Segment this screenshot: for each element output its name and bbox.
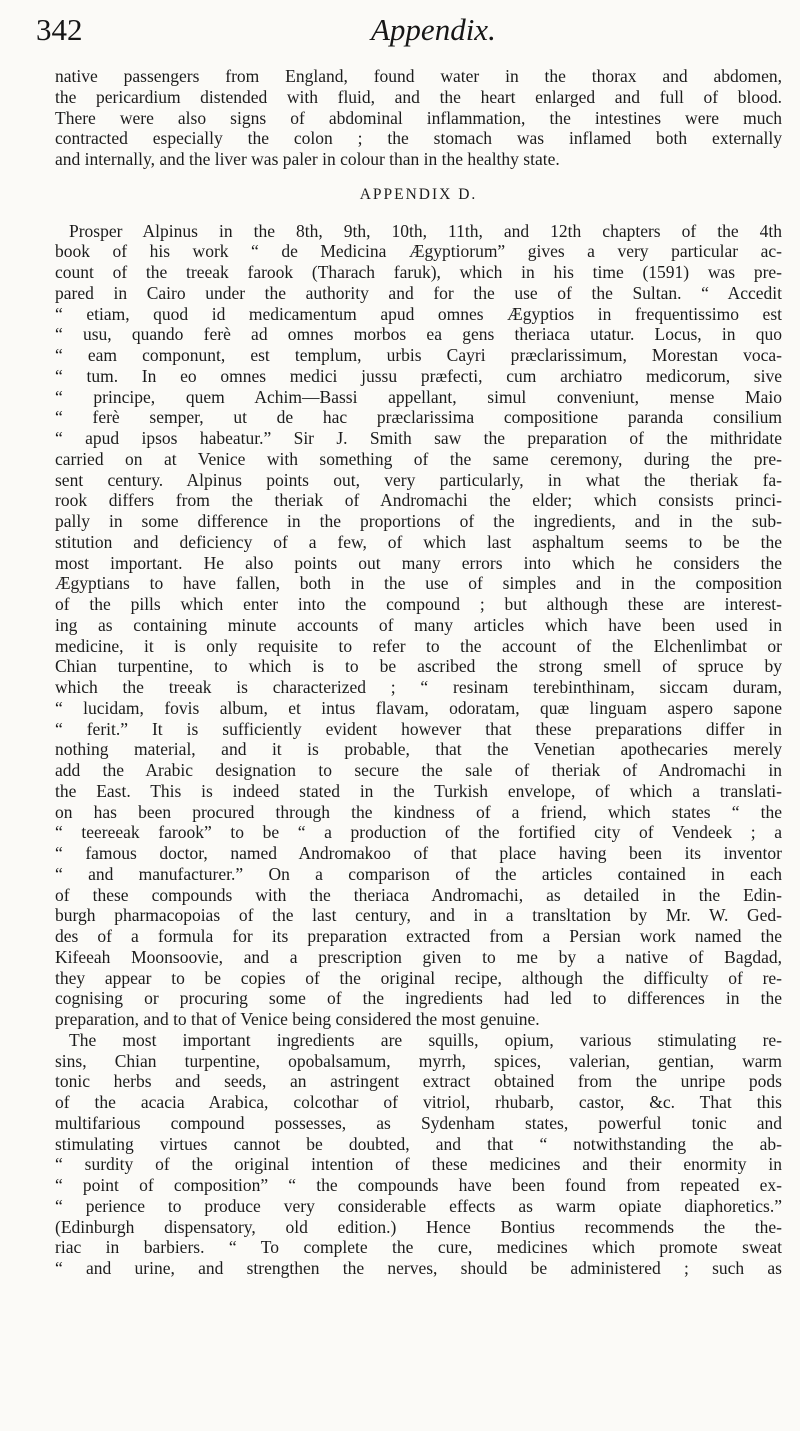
text-line: pared in Cairo under the authority and for the use of the Sultan. “ Accedit [55,282,782,303]
text-line: of these compounds with the theriaca Andromachi, as detailed in the Edin- [55,884,782,905]
text-line: ing as containing minute accounts of many articles which have been used in [55,614,782,635]
text-line: “ principe, quem Achim—Bassi appellant, simul conveniunt, mense Maio [55,386,782,407]
text-line: carried on at Venice with something of the same ceremony, during the pre- [55,448,782,469]
text-line: and internally, and the liver was paler in colour than in the healthy state. [55,149,560,169]
paragraph-ingredients [55,1030,782,1279]
text-line: burgh pharmacopoias of the last century, and in a transltation by Mr. W. Ged- [55,905,782,926]
text-line: “ and urine, and strengthen the nerves, should be administered ; such as [55,1258,782,1278]
text-line: des of a formula for its preparation extracted from a Persian work named the [55,926,782,946]
text-line: (Edinburgh dispensatory, old edition.) Hence Bontius recommends the the- [55,1216,782,1237]
running-title: Appendix. [371,12,496,47]
text-line: nothing material, and it is probable, that the Venetian apothecaries merely [55,739,782,760]
text-line: native passengers from England, found water in the thorax and abdomen, [55,66,782,86]
text-line: count of the treeak farook (Tharach faruk), which in his time (1591) was pre- [55,262,782,282]
text-line: they appear to be copies of the original recipe, although the difficulty of re- [55,967,782,988]
paragraph-intro [55,66,782,170]
text-line: “ teereeak farook” to be “ a production of the fortified city of Vendeek ; a [55,822,782,843]
text-line: cognising or procuring some of the ingredients had led to differences in the [55,988,782,1009]
text-line: pally in some difference in the proportions of the ingredients, and in the sub- [55,511,782,531]
text-line: sins, Chian turpentine, opobalsamum, myrrh, spices, valerian, gentian, warm [55,1050,782,1071]
text-line: The most important ingredients are squills, opium, various stimulating re- [69,1029,782,1050]
text-line: multifarious compound possesses, as Sydenham states, powerful tonic and [55,1112,782,1133]
text-line: of the acacia Arabica, colcothar of vitriol, rhubarb, castor, &c. That this [55,1092,782,1112]
text-line: contracted especially the colon ; the stomach was inflamed both externally [55,128,782,149]
text-line: Ægyptians to have fallen, both in the use of simples and in the composition [55,573,782,594]
text-line: of the pills which enter into the compound ; but although these are interest- [55,594,782,614]
appendix-heading: APPENDIX D. [359,185,478,203]
body-text [55,66,782,1279]
text-line: “ tum. In eo omnes medici jussu præfecti, cum archiatro medicorum, sive [55,365,782,386]
text-line: medicine, it is only requisite to refer to the account of the Elchenlimbat or [55,635,782,656]
text-line: book of his work “ de Medicina Ægyptiorum” gives a very particular ac- [55,241,782,262]
paragraph-alpinus [55,221,782,1030]
text-line: rook differs from the theriak of Andromachi the elder; which consists princi- [55,490,782,511]
text-line: stitution and deficiency of a few, of which last asphaltum seems to be the [55,531,782,552]
text-line: Chian turpentine, to which is to be ascribed the strong smell of spruce by [55,656,782,677]
text-line: sent century. Alpinus points out, very particularly, in what the theriak fa- [55,469,782,490]
text-line: stimulating virtues cannot be doubted, and that “ notwithstanding the ab- [55,1133,782,1154]
text-line: Prosper Alpinus in the 8th, 9th, 10th, 11th, and 12th chapters of the 4th [69,220,782,241]
text-line: “ apud ipsos habeatur.” Sir J. Smith saw the preparation of the mithridate [55,428,782,448]
page-header [36,12,776,56]
text-line: add the Arabic designation to secure the sale of theriak of Andromachi in [55,760,782,780]
text-line: the pericardium distended with fluid, and the heart enlarged and full of blood. [55,86,782,107]
text-line: “ ferè semper, ut de hac præclarissima compositione paranda consilium [55,407,782,428]
text-line: riac in barbiers. “ To complete the cure, medicines which promote sweat [55,1237,782,1258]
text-line: preparation, and to that of Venice being considered the most genuine. [55,1009,540,1029]
page-number: 342 [36,12,83,47]
text-line: “ ferit.” It is sufficiently evident however that these preparations differ in [55,718,782,739]
text-line: “ etiam, quod id medicamentum apud omnes Ægyptios in frequentissimo est [55,303,782,324]
text-line: Kifeeah Moonsoovie, and a prescription given to me by a native of Bagdad, [55,946,782,967]
text-line: “ usu, quando ferè ad omnes morbos ea gens theriaca utatur. Locus, in quo [55,324,782,345]
text-line: There were also signs of abdominal inflammation, the intestines were much [55,107,782,128]
text-line: “ and manufacturer.” On a comparison of the articles contained in each [55,863,782,884]
text-line: which the treeak is characterized ; “ resinam terebinthinam, siccam duram, [55,677,782,697]
text-line: tonic herbs and seeds, an astringent extract obtained from the unripe pods [55,1071,782,1092]
text-line: “ lucidam, fovis album, et intus flavam, odoratam, quæ linguam aspero sapone [55,697,782,718]
text-line: “ surdity of the original intention of these medicines and their enormity in [55,1154,782,1175]
text-line: most important. He also points out many errors into which he considers the [55,552,782,573]
text-line: the East. This is indeed stated in the Turkish envelope, of which a translati- [55,780,782,801]
text-line: “ eam componunt, est templum, urbis Cayri præclarissimum, Morestan voca- [55,345,782,365]
text-line: “ point of composition” “ the compounds have been found from repeated ex- [55,1175,782,1195]
text-line: “ famous doctor, named Andromakoo of that place having been its inventor [55,843,782,863]
text-line: “ perience to produce very considerable effects as warm opiate diaphoretics.” [55,1195,782,1216]
text-line: on has been procured through the kindness of a friend, which states “ the [55,801,782,822]
